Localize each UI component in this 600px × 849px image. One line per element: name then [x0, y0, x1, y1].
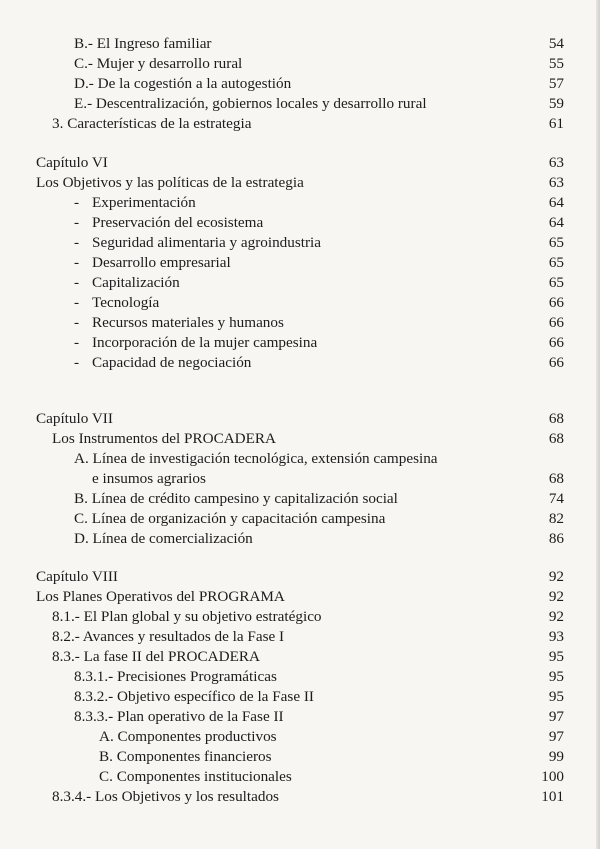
toc-page-number: 99 [548, 748, 564, 765]
toc-entry-text: B. Componentes financieros [99, 748, 272, 765]
toc-entry [74, 353, 564, 373]
toc-entry [74, 213, 564, 233]
toc-entry-text: Experimentación [92, 194, 196, 211]
toc-entry [74, 529, 564, 549]
toc-page-number: 65 [548, 274, 564, 291]
toc-entry-text: e insumos agrarios [92, 470, 206, 487]
toc-entry [92, 469, 564, 489]
toc-entry-text: B. Línea de crédito campesino y capitalización social [74, 490, 398, 507]
toc-entry [74, 74, 564, 94]
toc-entry [99, 747, 564, 767]
toc-page-number: 92 [548, 608, 564, 625]
toc-page-number: 66 [548, 354, 564, 371]
toc-page-number: 95 [548, 648, 564, 665]
toc-page-number: 66 [548, 334, 564, 351]
toc-entry-text: E.- Descentralización, gobiernos locales y desarrollo rural [74, 95, 427, 112]
toc-entry [74, 667, 564, 687]
toc-page-number: 82 [548, 510, 564, 527]
toc-entry-text: 3. Características de la estrategia [52, 115, 252, 132]
toc-page-number: 93 [548, 628, 564, 645]
toc-entry-text: C. Línea de organización y capacitación campesina [74, 510, 386, 527]
toc-entry-text: 8.3.3.- Plan operativo de la Fase II [74, 708, 284, 725]
toc-page-number: 57 [548, 75, 564, 92]
toc-page-number: 66 [548, 294, 564, 311]
toc-entry-text: Incorporación de la mujer campesina [92, 334, 318, 351]
toc-entry-text: 8.3.1.- Precisiones Programáticas [74, 668, 277, 685]
toc-entry-text: 8.1.- El Plan global y su objetivo estratégico [52, 608, 322, 625]
list-dash: - [74, 214, 80, 231]
toc-entry [74, 273, 564, 293]
toc-entry [36, 587, 564, 607]
toc-page-number: 74 [548, 490, 564, 507]
toc-page-number: 68 [548, 410, 564, 427]
toc-page-number: 101 [541, 788, 564, 805]
chapter-heading [36, 567, 564, 587]
chapter-heading [36, 409, 564, 429]
toc-entry-text: Desarrollo empresarial [92, 254, 231, 271]
toc-entry [74, 233, 564, 253]
toc-entry-text: Los Planes Operativos del PROGRAMA [36, 588, 285, 605]
toc-page-number: 95 [548, 668, 564, 685]
toc-page-number: 97 [548, 728, 564, 745]
list-dash: - [74, 314, 80, 331]
toc-page-number: 66 [548, 314, 564, 331]
toc-entry [36, 173, 564, 193]
toc-entry-text: B.- El Ingreso familiar [74, 35, 212, 52]
toc-entry-text: Preservación del ecosistema [92, 214, 264, 231]
toc-page-number: 64 [548, 214, 564, 231]
toc-entry [74, 707, 564, 727]
toc-page-number: 86 [548, 530, 564, 547]
toc-entry-text: Capitalización [92, 274, 180, 291]
list-dash: - [74, 354, 80, 371]
toc-page-number: 92 [548, 588, 564, 605]
list-dash: - [74, 254, 80, 271]
toc-page-number: 92 [548, 568, 564, 585]
toc-entry [74, 253, 564, 273]
toc-page-number: 64 [548, 194, 564, 211]
toc-page-number: 68 [548, 470, 564, 487]
list-dash: - [74, 334, 80, 351]
toc-entry-text: Recursos materiales y humanos [92, 314, 284, 331]
toc-entry [74, 313, 564, 333]
toc-entry [52, 787, 564, 807]
chapter-heading [36, 153, 564, 173]
toc-page-number: 54 [548, 35, 564, 52]
toc-entry [99, 767, 564, 787]
toc-entry-text: A. Línea de investigación tecnológica, extensión campesina [74, 450, 438, 467]
toc-entry [52, 647, 564, 667]
list-dash: - [74, 274, 80, 291]
toc-page-number: 68 [548, 430, 564, 447]
toc-entry-text: C.- Mujer y desarrollo rural [74, 55, 243, 72]
toc-entry [52, 627, 564, 647]
toc-page-number: 97 [548, 708, 564, 725]
toc-entry-text: 8.3.2.- Objetivo específico de la Fase II [74, 688, 314, 705]
toc-entry-text: Capacidad de negociación [92, 354, 252, 371]
toc-page-number: 65 [548, 254, 564, 271]
page-edge-shadow [596, 0, 600, 849]
chapter-title: Capítulo VII [36, 410, 113, 427]
toc-page-number: 65 [548, 234, 564, 251]
toc-entry [74, 34, 564, 54]
toc-page-number: 61 [548, 115, 564, 132]
list-dash: - [74, 294, 80, 311]
chapter-title: Capítulo VIII [36, 568, 118, 585]
toc-entry [74, 687, 564, 707]
toc-entry-text: 8.3.4.- Los Objetivos y los resultados [52, 788, 279, 805]
toc-page-number: 100 [541, 768, 564, 785]
toc-entry [74, 94, 564, 114]
toc-entry-text: A. Componentes productivos [99, 728, 277, 745]
toc-page-number: 63 [548, 154, 564, 171]
toc-page-number: 55 [548, 55, 564, 72]
toc-entry [74, 489, 564, 509]
toc-entry-text: Seguridad alimentaria y agroindustria [92, 234, 322, 251]
toc-entry-text: 8.3.- La fase II del PROCADERA [52, 648, 260, 665]
toc-entry-text: 8.2.- Avances y resultados de la Fase I [52, 628, 285, 645]
toc-entry-text: Los Objetivos y las políticas de la estrategia [36, 174, 304, 191]
list-dash: - [74, 234, 80, 251]
toc-page-number: 95 [548, 688, 564, 705]
toc-page-number: 63 [548, 174, 564, 191]
toc-entry [74, 293, 564, 313]
toc-entry [74, 333, 564, 353]
toc-entry [52, 114, 564, 134]
toc-entry-text: D. Línea de comercialización [74, 530, 253, 547]
toc-entry [52, 429, 564, 449]
toc-entry [99, 727, 564, 747]
chapter-title: Capítulo VI [36, 154, 108, 171]
toc-entry-text: Tecnología [92, 294, 160, 311]
toc-entry-text: D.- De la cogestión a la autogestión [74, 75, 292, 92]
toc-entry [74, 193, 564, 213]
toc-entry [74, 509, 564, 529]
toc-entry-text: Los Instrumentos del PROCADERA [52, 430, 277, 447]
toc-entry [52, 607, 564, 627]
toc-entry [74, 54, 564, 74]
toc-entry-text: C. Componentes institucionales [99, 768, 292, 785]
list-dash: - [74, 194, 80, 211]
toc-page-number: 59 [548, 95, 564, 112]
toc-entry [74, 449, 564, 469]
